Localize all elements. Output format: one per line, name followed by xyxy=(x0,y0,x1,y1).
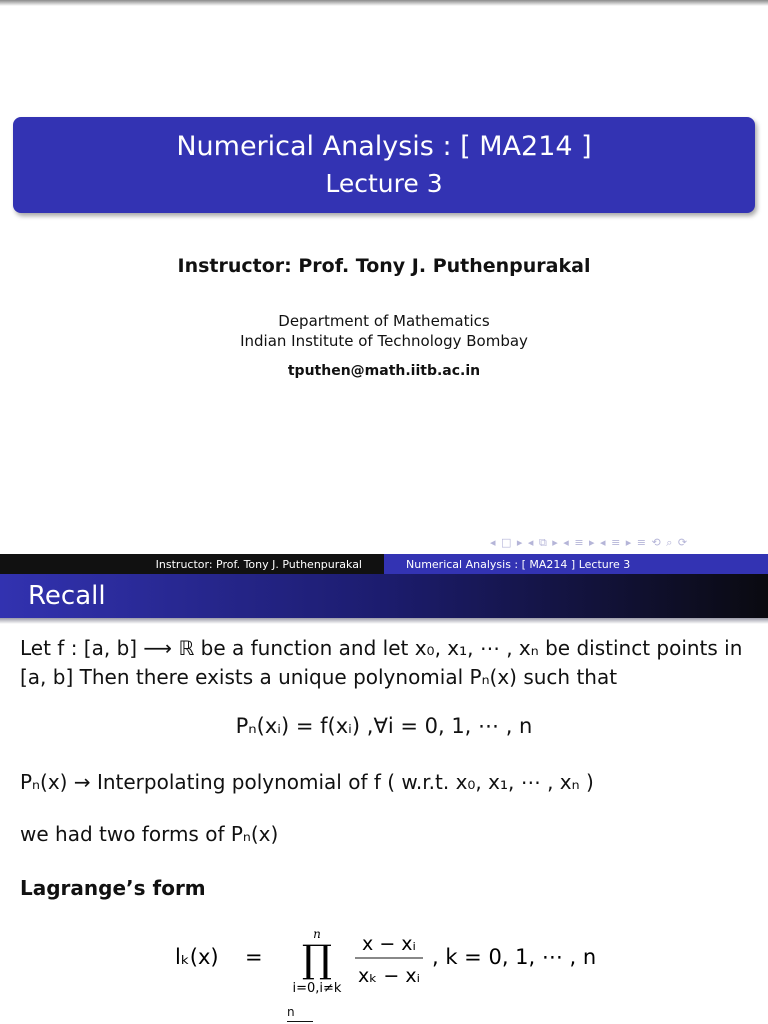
slide-header-strip xyxy=(0,554,768,574)
eq-tail: , k = 0, 1, ⋯ , n xyxy=(432,945,597,969)
email: tputhen@math.iitb.ac.in xyxy=(287,363,481,379)
fraction-denominator: xₖ − xᵢ xyxy=(358,965,420,987)
title-box xyxy=(13,117,755,213)
institute: Indian Institute of Technology Bombay xyxy=(240,332,528,350)
header-course: Numerical Analysis : [ MA214 ] Lecture 3 xyxy=(384,554,768,574)
lecture-number: Lecture 3 xyxy=(325,169,443,198)
instructor-name: Instructor: Prof. Tony J. Puthenpurakal xyxy=(177,255,591,277)
frame-title: Recall xyxy=(0,574,768,618)
frame-title-shadow xyxy=(0,618,768,624)
header-instructor: Instructor: Prof. Tony J. Puthenpurakal xyxy=(0,554,384,574)
eq-lhs: lₖ(x) xyxy=(175,945,219,969)
cutoff-upper-limit: n xyxy=(287,1005,295,1019)
lagrange-heading: Lagrange’s form xyxy=(20,876,206,900)
interpolation-condition: Pₙ(xᵢ) = f(xᵢ) ,∀i = 0, 1, ⋯ , n xyxy=(235,714,533,738)
recall-paragraph: Let f : [a, b] ⟶ ℝ be a function and let x₀, x₁, ⋯ , xₙ be distinct points in [a, b] Then there exists a unique polynomial Pₙ(x) such that xyxy=(20,636,743,689)
slide-title: Numerical Analysis : [ MA214 ] xyxy=(176,131,592,162)
eq-equals: = xyxy=(245,945,263,969)
affiliation xyxy=(0,311,768,351)
beamer-nav-icons[interactable]: ◂ □ ▸ ◂ ⧉ ▸ ◂ ≡ ▸ ◂ ≡ ▸ ≡ ⟲ ⌕ ⟳ xyxy=(490,536,689,549)
cutoff-line xyxy=(287,1021,313,1022)
two-forms-note: we had two forms of Pₙ(x) xyxy=(20,822,279,846)
product-lower-limit: i=0,i≠k xyxy=(292,981,342,996)
product-upper-limit: n xyxy=(313,930,321,941)
fraction-numerator: x − xᵢ xyxy=(362,933,416,955)
interpolating-polynomial-note: Pₙ(x) → Interpolating polynomial of f ( w.r.t. x₀, x₁, ⋯ , xₙ ) xyxy=(20,770,594,794)
top-shadow xyxy=(0,0,768,6)
department: Department of Mathematics xyxy=(278,312,490,330)
product-symbol: ∏ xyxy=(301,937,333,981)
lagrange-basis-equation xyxy=(170,930,670,1010)
